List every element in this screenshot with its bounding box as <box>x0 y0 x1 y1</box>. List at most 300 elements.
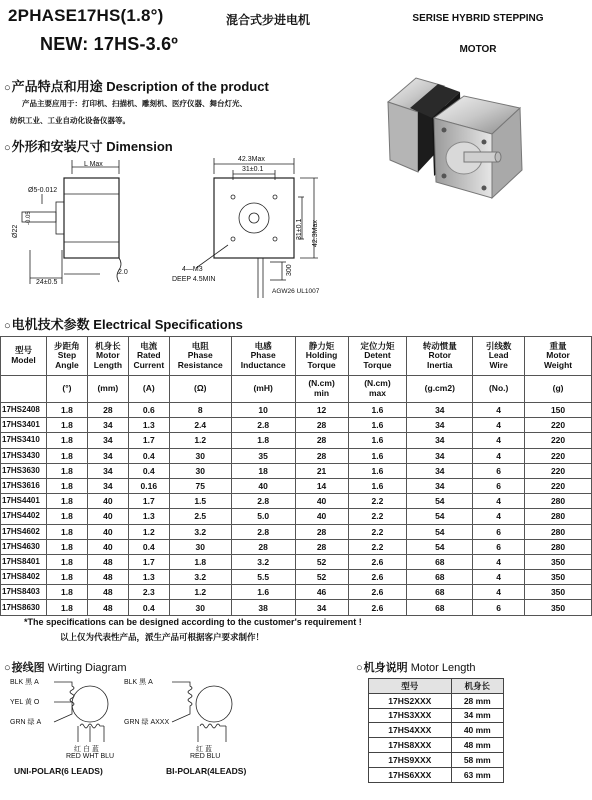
table-row <box>1 418 592 433</box>
table-row <box>1 509 592 524</box>
spec-header-en1: Lead <box>488 350 509 361</box>
dim-42-height: 42.3Max <box>312 220 319 247</box>
spec-value-cell: 1.6 <box>348 478 407 493</box>
description-section-title: ○产品特点和用途 Description of the product <box>4 79 269 94</box>
spec-unit-unit: (mH) <box>253 383 273 394</box>
spec-header-en2: Length <box>93 359 123 370</box>
spec-value-cell: 1.6 <box>348 418 407 433</box>
spec-value-cell: 14 <box>295 478 348 493</box>
table-row <box>369 767 504 782</box>
spec-value-cell: 34 <box>87 463 128 478</box>
spec-header-col-3 <box>128 337 169 376</box>
spec-value-cell: 4 <box>473 448 525 463</box>
spec-value-cell: 1.8 <box>46 600 87 615</box>
spec-value-cell: 1.8 <box>46 478 87 493</box>
length-section-title: ○机身说明 Motor Length <box>356 662 476 674</box>
spec-value-cell: 220 <box>525 448 592 463</box>
spec-unit-col-3 <box>128 376 169 403</box>
dim-shaft-diameter: Ø5-0.012 <box>28 187 58 194</box>
spec-value-cell: 1.2 <box>169 585 231 600</box>
spec-header-en1: Motor <box>96 350 120 361</box>
spec-value-cell: 8 <box>169 403 231 418</box>
spec-value-cell: 2.6 <box>348 554 407 569</box>
uni-yel-label: YEL 黄 O <box>10 699 40 706</box>
length-value-cell: 28 mm <box>451 693 503 708</box>
spec-value-cell: 350 <box>525 585 592 600</box>
spec-value-cell: 1.2 <box>128 524 169 539</box>
bi-grn-label: GRN 绿 AXXX <box>124 719 170 726</box>
dim-depth: DEEP 4.5MIN <box>172 276 216 283</box>
spec-unit-unit2: max <box>368 388 386 398</box>
spec-unit-col-9 <box>473 376 525 403</box>
bi-polar-caption: BI-POLAR(4LEADS) <box>166 766 247 776</box>
spec-value-cell: 1.8 <box>46 418 87 433</box>
uni-polar-caption: UNI-POLAR(6 LEADS) <box>14 766 103 776</box>
spec-header-cn: 引线数 <box>485 340 512 351</box>
spec-header-en1: Holding <box>305 350 338 361</box>
spec-value-cell: 1.8 <box>46 524 87 539</box>
spec-value-cell: 75 <box>169 478 231 493</box>
spec-header-col-10 <box>525 337 592 376</box>
spec-value-cell: 280 <box>525 509 592 524</box>
spec-value-cell: 220 <box>525 463 592 478</box>
table-row <box>369 752 504 767</box>
description-body-line2: 纺织工业、工业自动化设备仪器等。 <box>10 116 130 125</box>
spec-value-cell: 4 <box>473 509 525 524</box>
bi-blk-label: BLK 黑 A <box>124 679 153 686</box>
spec-value-cell: 1.8 <box>46 539 87 554</box>
spec-value-cell: 6 <box>473 524 525 539</box>
spec-header-cn: 重量 <box>549 340 567 351</box>
spec-value-cell: 220 <box>525 433 592 448</box>
length-model-cell: 17HS8XXX <box>369 738 452 753</box>
spec-value-cell: 34 <box>87 418 128 433</box>
table-row <box>1 494 592 509</box>
dimension-section-title: ○外形和安装尺寸 Dimension <box>4 139 173 154</box>
spec-value-cell: 12 <box>295 403 348 418</box>
spec-unit-col-6 <box>295 376 348 403</box>
spec-model-cell: 17HS3401 <box>1 418 47 433</box>
spec-value-cell: 46 <box>295 585 348 600</box>
dim-screw: 4—M3 <box>182 266 203 273</box>
length-model-cell: 17HS9XXX <box>369 752 452 767</box>
spec-value-cell: 1.3 <box>128 418 169 433</box>
spec-value-cell: 1.6 <box>348 448 407 463</box>
description-body-line1: 产品主要应用于：打印机、扫描机、雕刻机、医疗仪器、舞台灯光、 <box>22 99 247 108</box>
motor-side-body <box>64 178 119 258</box>
spec-unit-unit: (Ω) <box>194 383 207 394</box>
spec-value-cell: 68 <box>407 585 473 600</box>
spec-header-en1: Detent <box>364 350 391 361</box>
spec-value-cell: 21 <box>295 463 348 478</box>
table-row <box>1 463 592 478</box>
spec-value-cell: 1.6 <box>348 463 407 478</box>
spec-header-en2: Torque <box>307 359 336 370</box>
spec-value-cell: 1.7 <box>128 554 169 569</box>
length-value-cell: 48 mm <box>451 738 503 753</box>
uni-bottom-en: RED WHT BLU <box>66 753 115 760</box>
spec-model-cell: 17HS4602 <box>1 524 47 539</box>
spec-value-cell: 6 <box>473 539 525 554</box>
spec-model-cell: 17HS8403 <box>1 585 47 600</box>
spec-model-cell: 17HS8630 <box>1 600 47 615</box>
length-value-cell: 34 mm <box>451 708 503 723</box>
spec-value-cell: 1.8 <box>169 554 231 569</box>
spec-value-cell: 54 <box>407 494 473 509</box>
spec-value-cell: 54 <box>407 524 473 539</box>
spec-value-cell: 28 <box>295 524 348 539</box>
spec-value-cell: 40 <box>295 494 348 509</box>
spec-value-cell: 1.6 <box>348 433 407 448</box>
series-title-line1: SERISE HYBRID STEPPING <box>412 13 544 24</box>
spec-value-cell: 30 <box>169 600 231 615</box>
spec-value-cell: 350 <box>525 570 592 585</box>
spec-value-cell: 40 <box>87 539 128 554</box>
bi-polar-rotor <box>196 686 232 722</box>
spec-value-cell: 30 <box>169 448 231 463</box>
spec-value-cell: 38 <box>231 600 295 615</box>
spec-unit-unit: (No.) <box>488 383 509 394</box>
spec-value-cell: 34 <box>407 403 473 418</box>
spec-header-cn: 静力矩 <box>308 340 335 351</box>
spec-header-en2: Weight <box>543 359 573 370</box>
spec-value-cell: 34 <box>407 448 473 463</box>
spec-value-cell: 1.8 <box>231 433 295 448</box>
spec-value-cell: 52 <box>295 554 348 569</box>
spec-value-cell: 4 <box>473 433 525 448</box>
spec-value-cell: 1.8 <box>46 585 87 600</box>
spec-value-cell: 6 <box>473 463 525 478</box>
spec-value-cell: 2.8 <box>231 524 295 539</box>
spec-unit-unit: (mm) <box>97 383 119 394</box>
spec-model-cell: 17HS3630 <box>1 463 47 478</box>
spec-table-header <box>1 337 592 403</box>
uni-polar-rotor <box>72 686 108 722</box>
spec-model-cell: 17HS8401 <box>1 554 47 569</box>
motor-side-boss <box>56 202 64 234</box>
spec-value-cell: 4 <box>473 403 525 418</box>
spec-value-cell: 2.8 <box>231 494 295 509</box>
spec-value-cell: 1.6 <box>231 585 295 600</box>
spec-header-col-5 <box>231 337 295 376</box>
spec-value-cell: 1.8 <box>46 403 87 418</box>
spec-value-cell: 6 <box>473 600 525 615</box>
spec-unit-unit: (g) <box>552 383 564 394</box>
uni-grn-label: GRN 绿 A <box>10 719 42 726</box>
spec-header-col-7 <box>348 337 407 376</box>
spec-value-cell: 48 <box>87 554 128 569</box>
motor-length-table <box>368 678 504 783</box>
table-row <box>1 539 592 554</box>
spec-value-cell: 35 <box>231 448 295 463</box>
length-header-length: 机身长 <box>451 679 503 694</box>
table-row <box>1 478 592 493</box>
spec-value-cell: 1.8 <box>46 494 87 509</box>
spec-value-cell: 280 <box>525 494 592 509</box>
dim-2: 2.0 <box>118 269 128 276</box>
table-row <box>1 448 592 463</box>
spec-value-cell: 2.2 <box>348 539 407 554</box>
length-model-cell: 17HS2XXX <box>369 693 452 708</box>
spec-value-cell: 5.0 <box>231 509 295 524</box>
spec-header-en2: Inductance <box>240 359 286 370</box>
spec-value-cell: 1.7 <box>128 494 169 509</box>
spec-value-cell: 30 <box>169 539 231 554</box>
spec-value-cell: 2.3 <box>128 585 169 600</box>
spec-value-cell: 350 <box>525 554 592 569</box>
dim-lead-length: 300 <box>286 264 293 276</box>
spec-value-cell: 4 <box>473 585 525 600</box>
spec-value-cell: 2.2 <box>348 524 407 539</box>
spec-header-cn: 电流 <box>140 340 158 351</box>
spec-unit-col-4 <box>169 376 231 403</box>
table-row <box>369 693 504 708</box>
spec-value-cell: 1.8 <box>46 433 87 448</box>
customization-note-cn: 以上仅为代表性产品，派生产品可根据客户要求制作！ <box>60 633 265 643</box>
spec-value-cell: 3.2 <box>169 524 231 539</box>
spec-value-cell: 28 <box>295 418 348 433</box>
spec-unit-col-7 <box>348 376 407 403</box>
spec-value-cell: 30 <box>169 463 231 478</box>
spec-unit-col-2 <box>87 376 128 403</box>
length-value-cell: 63 mm <box>451 767 503 782</box>
spec-value-cell: 28 <box>295 448 348 463</box>
spec-value-cell: 0.4 <box>128 448 169 463</box>
new-model-heading: NEW: 17HS-3.6º <box>40 34 179 54</box>
table-row <box>1 403 592 418</box>
table-row <box>369 723 504 738</box>
spec-header-col-0 <box>1 337 47 376</box>
dim-31-height: 31±0.1 <box>296 218 303 240</box>
spec-value-cell: 0.4 <box>128 539 169 554</box>
spec-model-cell: 17HS2408 <box>1 403 47 418</box>
spec-header-col-2 <box>87 337 128 376</box>
spec-header-cn: 电阻 <box>191 340 209 351</box>
spec-header-en2: Torque <box>363 359 392 370</box>
bi-bottom-cn: 红 蓝 <box>196 746 212 753</box>
length-model-cell: 17HS3XXX <box>369 708 452 723</box>
spec-value-cell: 40 <box>87 524 128 539</box>
spec-header-col-6 <box>295 337 348 376</box>
length-model-cell: 17HS4XXX <box>369 723 452 738</box>
spec-value-cell: 2.6 <box>348 585 407 600</box>
spec-unit-unit: (g.cm2) <box>424 383 455 394</box>
spec-value-cell: 2.2 <box>348 494 407 509</box>
spec-unit-unit: (N.cm) <box>308 378 335 389</box>
spec-value-cell: 350 <box>525 600 592 615</box>
spec-value-cell: 1.5 <box>169 494 231 509</box>
spec-header-en2: Inertia <box>427 359 453 370</box>
spec-unit-col-10 <box>525 376 592 403</box>
spec-value-cell: 0.16 <box>128 478 169 493</box>
spec-value-cell: 2.8 <box>231 418 295 433</box>
spec-value-cell: 3.2 <box>169 570 231 585</box>
spec-value-cell: 34 <box>407 463 473 478</box>
spec-model-cell: 17HS4401 <box>1 494 47 509</box>
dim-l-max: L Max <box>84 161 103 168</box>
spec-header-cn: 转动惯量 <box>422 340 457 351</box>
spec-value-cell: 2.5 <box>169 509 231 524</box>
spec-header-en1: Phase <box>187 350 213 361</box>
spec-value-cell: 220 <box>525 478 592 493</box>
spec-value-cell: 18 <box>231 463 295 478</box>
spec-model-cell: 17HS3430 <box>1 448 47 463</box>
spec-header-col-4 <box>169 337 231 376</box>
spec-header-en2: Wire <box>489 359 508 370</box>
spec-value-cell: 0.4 <box>128 463 169 478</box>
electrical-spec-table <box>0 336 592 616</box>
spec-value-cell: 68 <box>407 554 473 569</box>
spec-value-cell: 28 <box>295 433 348 448</box>
spec-value-cell: 28 <box>87 403 128 418</box>
spec-header-en1: Rated <box>136 350 161 361</box>
table-row <box>369 738 504 753</box>
spec-unit-col-0 <box>1 376 47 403</box>
spec-value-cell: 1.6 <box>348 403 407 418</box>
spec-header-cn: 机身长 <box>95 340 121 351</box>
spec-unit-unit: (A) <box>142 383 155 394</box>
spec-header-en2: Resistance <box>177 359 223 370</box>
spec-value-cell: 3.2 <box>231 554 295 569</box>
table-row <box>1 433 592 448</box>
spec-value-cell: 28 <box>295 539 348 554</box>
electrical-section-title: ○电机技术参数 Electrical Specifications <box>4 317 243 332</box>
spec-unit-col-8 <box>407 376 473 403</box>
spec-value-cell: 48 <box>87 600 128 615</box>
spec-unit-unit2: min <box>314 388 330 398</box>
uni-blk-label: BLK 黑 A <box>10 679 39 686</box>
spec-value-cell: 2.6 <box>348 570 407 585</box>
spec-header-en2: Current <box>133 359 165 370</box>
spec-unit-unit: (°) <box>62 383 72 394</box>
spec-value-cell: 1.3 <box>128 509 169 524</box>
spec-value-cell: 28 <box>231 539 295 554</box>
length-model-cell: 17HS6XXX <box>369 767 452 782</box>
table-row <box>1 600 592 615</box>
spec-value-cell: 34 <box>87 448 128 463</box>
spec-value-cell: 1.8 <box>46 448 87 463</box>
spec-value-cell: 1.7 <box>128 433 169 448</box>
spec-value-cell: 4 <box>473 494 525 509</box>
dim-boss-tolerance: -0.05 <box>26 211 32 225</box>
spec-header-en2: Angle <box>55 359 79 370</box>
table-row <box>1 524 592 539</box>
spec-value-cell: 40 <box>87 509 128 524</box>
table-row <box>1 570 592 585</box>
spec-header-en1: Model <box>11 355 36 365</box>
table-row <box>1 585 592 600</box>
spec-value-cell: 280 <box>525 524 592 539</box>
spec-value-cell: 5.5 <box>231 570 295 585</box>
spec-value-cell: 1.8 <box>46 554 87 569</box>
spec-value-cell: 280 <box>525 539 592 554</box>
spec-value-cell: 0.6 <box>128 403 169 418</box>
spec-value-cell: 1.3 <box>128 570 169 585</box>
spec-header-en1: Rotor <box>428 350 452 361</box>
spec-value-cell: 4 <box>473 570 525 585</box>
spec-value-cell: 34 <box>407 433 473 448</box>
spec-header-cn: 型号 <box>14 345 32 356</box>
spec-value-cell: 0.4 <box>128 600 169 615</box>
spec-value-cell: 4 <box>473 554 525 569</box>
uni-bottom-cn: 红 白 蓝 <box>74 746 99 753</box>
customization-note-en: *The specifications can be designed according to the customer's requirement ! <box>24 617 362 627</box>
model-heading: 2PHASE17HS(1.8°) <box>8 6 164 25</box>
spec-header-col-9 <box>473 337 525 376</box>
length-value-cell: 40 mm <box>451 723 503 738</box>
spec-header-cn: 步距角 <box>54 340 80 351</box>
model-heading-cn: 混合式步进电机 <box>226 13 311 27</box>
spec-value-cell: 40 <box>87 494 128 509</box>
spec-value-cell: 68 <box>407 570 473 585</box>
spec-value-cell: 34 <box>87 478 128 493</box>
table-row <box>1 554 592 569</box>
spec-model-cell: 17HS8402 <box>1 570 47 585</box>
length-header-model: 型号 <box>369 679 452 694</box>
spec-model-cell: 17HS3410 <box>1 433 47 448</box>
spec-value-cell: 2.6 <box>348 600 407 615</box>
spec-model-cell: 17HS3616 <box>1 478 47 493</box>
spec-value-cell: 68 <box>407 600 473 615</box>
spec-value-cell: 34 <box>407 418 473 433</box>
bi-bottom-en: RED BLU <box>190 753 221 760</box>
spec-value-cell: 52 <box>295 570 348 585</box>
spec-value-cell: 2.2 <box>348 509 407 524</box>
dim-boss-diameter: Ø22 <box>12 224 19 238</box>
spec-value-cell: 40 <box>231 478 295 493</box>
spec-value-cell: 34 <box>295 600 348 615</box>
spec-value-cell: 6 <box>473 478 525 493</box>
spec-value-cell: 54 <box>407 539 473 554</box>
spec-header-col-1 <box>46 337 87 376</box>
wiring-section-title: ○接线图 Wirting Diagram <box>4 662 127 674</box>
spec-value-cell: 1.8 <box>46 463 87 478</box>
spec-header-cn: 定位力矩 <box>360 340 395 351</box>
spec-value-cell: 2.4 <box>169 418 231 433</box>
spec-model-cell: 17HS4402 <box>1 509 47 524</box>
dim-42-width: 42.3Max <box>238 156 265 163</box>
spec-header-en1: Step <box>57 350 77 361</box>
dim-wire-spec: AGW26 UL1007 <box>272 288 320 295</box>
spec-value-cell: 54 <box>407 509 473 524</box>
spec-value-cell: 1.2 <box>169 433 231 448</box>
spec-value-cell: 10 <box>231 403 295 418</box>
spec-value-cell: 48 <box>87 585 128 600</box>
table-row <box>369 708 504 723</box>
dim-31-width: 31±0.1 <box>242 166 264 173</box>
spec-header-col-8 <box>407 337 473 376</box>
length-value-cell: 58 mm <box>451 752 503 767</box>
spec-value-cell: 48 <box>87 570 128 585</box>
dim-24: 24±0.5 <box>36 279 58 286</box>
spec-value-cell: 1.8 <box>46 509 87 524</box>
spec-unit-col-1 <box>46 376 87 403</box>
spec-header-en1: Motor <box>546 350 570 361</box>
spec-header-en1: Phase <box>250 350 276 361</box>
spec-model-cell: 17HS4630 <box>1 539 47 554</box>
spec-value-cell: 40 <box>295 509 348 524</box>
spec-value-cell: 34 <box>87 433 128 448</box>
spec-header-cn: 电感 <box>254 340 272 351</box>
series-title-line2: MOTOR <box>459 44 497 55</box>
spec-unit-unit: (N.cm) <box>364 378 391 389</box>
spec-value-cell: 1.8 <box>46 570 87 585</box>
spec-value-cell: 4 <box>473 418 525 433</box>
spec-unit-col-5 <box>231 376 295 403</box>
spec-value-cell: 150 <box>525 403 592 418</box>
spec-table-body <box>1 403 592 616</box>
spec-value-cell: 34 <box>407 478 473 493</box>
